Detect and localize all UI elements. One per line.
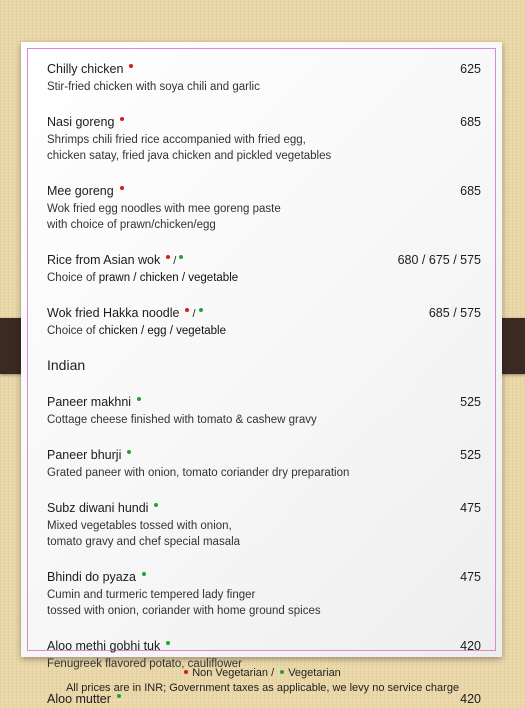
menu-item-title bbox=[47, 637, 170, 655]
menu-item bbox=[47, 393, 481, 428]
nonveg-dot-icon bbox=[185, 308, 189, 312]
menu-item bbox=[47, 499, 481, 550]
menu-item bbox=[47, 182, 481, 233]
legend-nonveg-label: Non Vegetarian / bbox=[192, 667, 275, 679]
description-choices: chicken / egg / vegetable bbox=[98, 325, 227, 337]
menu-list bbox=[47, 60, 481, 708]
nonveg-dot-icon bbox=[120, 117, 124, 121]
menu-item-price: 420 bbox=[460, 639, 481, 653]
menu-item-name: Wok fried Hakka noodle bbox=[47, 306, 180, 320]
menu-item-description bbox=[47, 323, 481, 339]
veg-dot-icon bbox=[142, 572, 146, 576]
menu-item-header bbox=[47, 446, 481, 464]
veg-dot-icon bbox=[137, 397, 141, 401]
menu-item-price: 525 bbox=[460, 448, 481, 462]
menu-item-price: 475 bbox=[460, 570, 481, 584]
menu-item-description: Cottage cheese finished with tomato & cashew gravy bbox=[47, 414, 317, 426]
menu-item-name: Paneer bhurji bbox=[47, 448, 122, 462]
menu-item-header bbox=[47, 60, 481, 78]
legend bbox=[0, 667, 525, 679]
menu-item-name: Rice from Asian wok bbox=[47, 253, 161, 267]
menu-item-name: Paneer makhni bbox=[47, 395, 132, 409]
nonveg-dot-icon bbox=[129, 64, 133, 68]
veg-dot-icon bbox=[179, 255, 183, 259]
menu-item-header bbox=[47, 251, 481, 269]
veg-dot-icon bbox=[117, 694, 121, 698]
menu-item-header bbox=[47, 499, 481, 517]
asian-items bbox=[47, 60, 481, 339]
menu-item-header bbox=[47, 182, 481, 200]
description-prefix: Choice of bbox=[47, 325, 99, 337]
menu-item-title bbox=[47, 568, 146, 586]
menu-item-name: Bhindi do pyaza bbox=[47, 570, 136, 584]
menu-item-description: tomato gravy and chef special masala bbox=[47, 536, 241, 548]
menu-item-price: 685 / 575 bbox=[428, 306, 481, 320]
description-choices: prawn / chicken / vegetable bbox=[98, 272, 239, 284]
menu-item-description: chicken satay, fried java chicken and pickled vegetables bbox=[47, 150, 332, 162]
veg-dot-icon bbox=[127, 450, 131, 454]
menu-item-name: Aloo methi gobhi tuk bbox=[47, 639, 161, 653]
menu-item-header bbox=[47, 304, 481, 322]
menu-item-price: 685 bbox=[460, 115, 481, 129]
menu-item-description bbox=[47, 270, 481, 286]
menu-item-price: 420 bbox=[460, 692, 481, 706]
marker-separator: / bbox=[192, 308, 196, 320]
menu-item-title bbox=[47, 446, 131, 464]
menu-item-price: 625 bbox=[460, 62, 481, 76]
menu-item-header bbox=[47, 113, 481, 131]
menu-item-name: Nasi goreng bbox=[47, 115, 115, 129]
nonveg-dot-icon bbox=[120, 186, 124, 190]
menu-item-name: Chilly chicken bbox=[47, 62, 124, 76]
menu-item bbox=[47, 568, 481, 619]
veg-dot-icon bbox=[280, 670, 284, 674]
menu-item-header bbox=[47, 393, 481, 411]
menu-item-description: with choice of prawn/chicken/egg bbox=[47, 219, 216, 231]
veg-dot-icon bbox=[166, 641, 170, 645]
menu-item-name: Subz diwani hundi bbox=[47, 501, 149, 515]
nonveg-dot-icon bbox=[184, 670, 188, 674]
description-prefix: Choice of bbox=[47, 272, 99, 284]
menu-item bbox=[47, 113, 481, 164]
menu-item-title bbox=[47, 60, 133, 78]
indian-items bbox=[47, 393, 481, 708]
menu-item bbox=[47, 304, 481, 339]
menu-item-description: tossed with onion, coriander with home ground spices bbox=[47, 605, 321, 617]
menu-item-description: Shrimps chili fried rice accompanied with fried egg, bbox=[47, 134, 306, 146]
menu-item-title bbox=[47, 393, 141, 411]
menu-item-name: Mee goreng bbox=[47, 184, 114, 198]
menu-item-description: Fenugreek flavored potato, cauliflower bbox=[47, 658, 242, 670]
menu-item-description: Cumin and turmeric tempered lady finger bbox=[47, 589, 256, 601]
veg-dot-icon bbox=[199, 308, 203, 312]
menu-item-price: 525 bbox=[460, 395, 481, 409]
veg-dot-icon bbox=[154, 503, 158, 507]
menu-item-title bbox=[47, 304, 203, 322]
menu-item-title bbox=[47, 251, 183, 269]
menu-item-title bbox=[47, 499, 158, 517]
menu-item-title bbox=[47, 182, 124, 200]
menu-item-description: Grated paneer with onion, tomato coriander dry preparation bbox=[47, 467, 350, 479]
legend-veg-label: Vegetarian bbox=[288, 667, 341, 679]
menu-item bbox=[47, 251, 481, 286]
menu-item-price: 685 bbox=[460, 184, 481, 198]
menu-item-description: Mixed vegetables tossed with onion, bbox=[47, 520, 232, 532]
menu-item-description: Stir-fried chicken with soya chili and garlic bbox=[47, 81, 260, 93]
menu-item bbox=[47, 446, 481, 481]
section-title-indian: Indian bbox=[47, 357, 86, 373]
menu-item-price: 475 bbox=[460, 501, 481, 515]
menu-item-description: Wok fried egg noodles with mee goreng paste bbox=[47, 203, 281, 215]
menu-item-header bbox=[47, 568, 481, 586]
menu-item bbox=[47, 60, 481, 95]
nonveg-dot-icon bbox=[166, 255, 170, 259]
menu-item-name: Aloo mutter bbox=[47, 692, 111, 706]
marker-separator: / bbox=[173, 255, 177, 267]
menu-item-title bbox=[47, 113, 124, 131]
menu-item-price: 680 / 675 / 575 bbox=[397, 253, 481, 267]
footnote: All prices are in INR; Government taxes as applicable, we levy no service charge bbox=[65, 682, 460, 694]
menu-item-header bbox=[47, 637, 481, 655]
